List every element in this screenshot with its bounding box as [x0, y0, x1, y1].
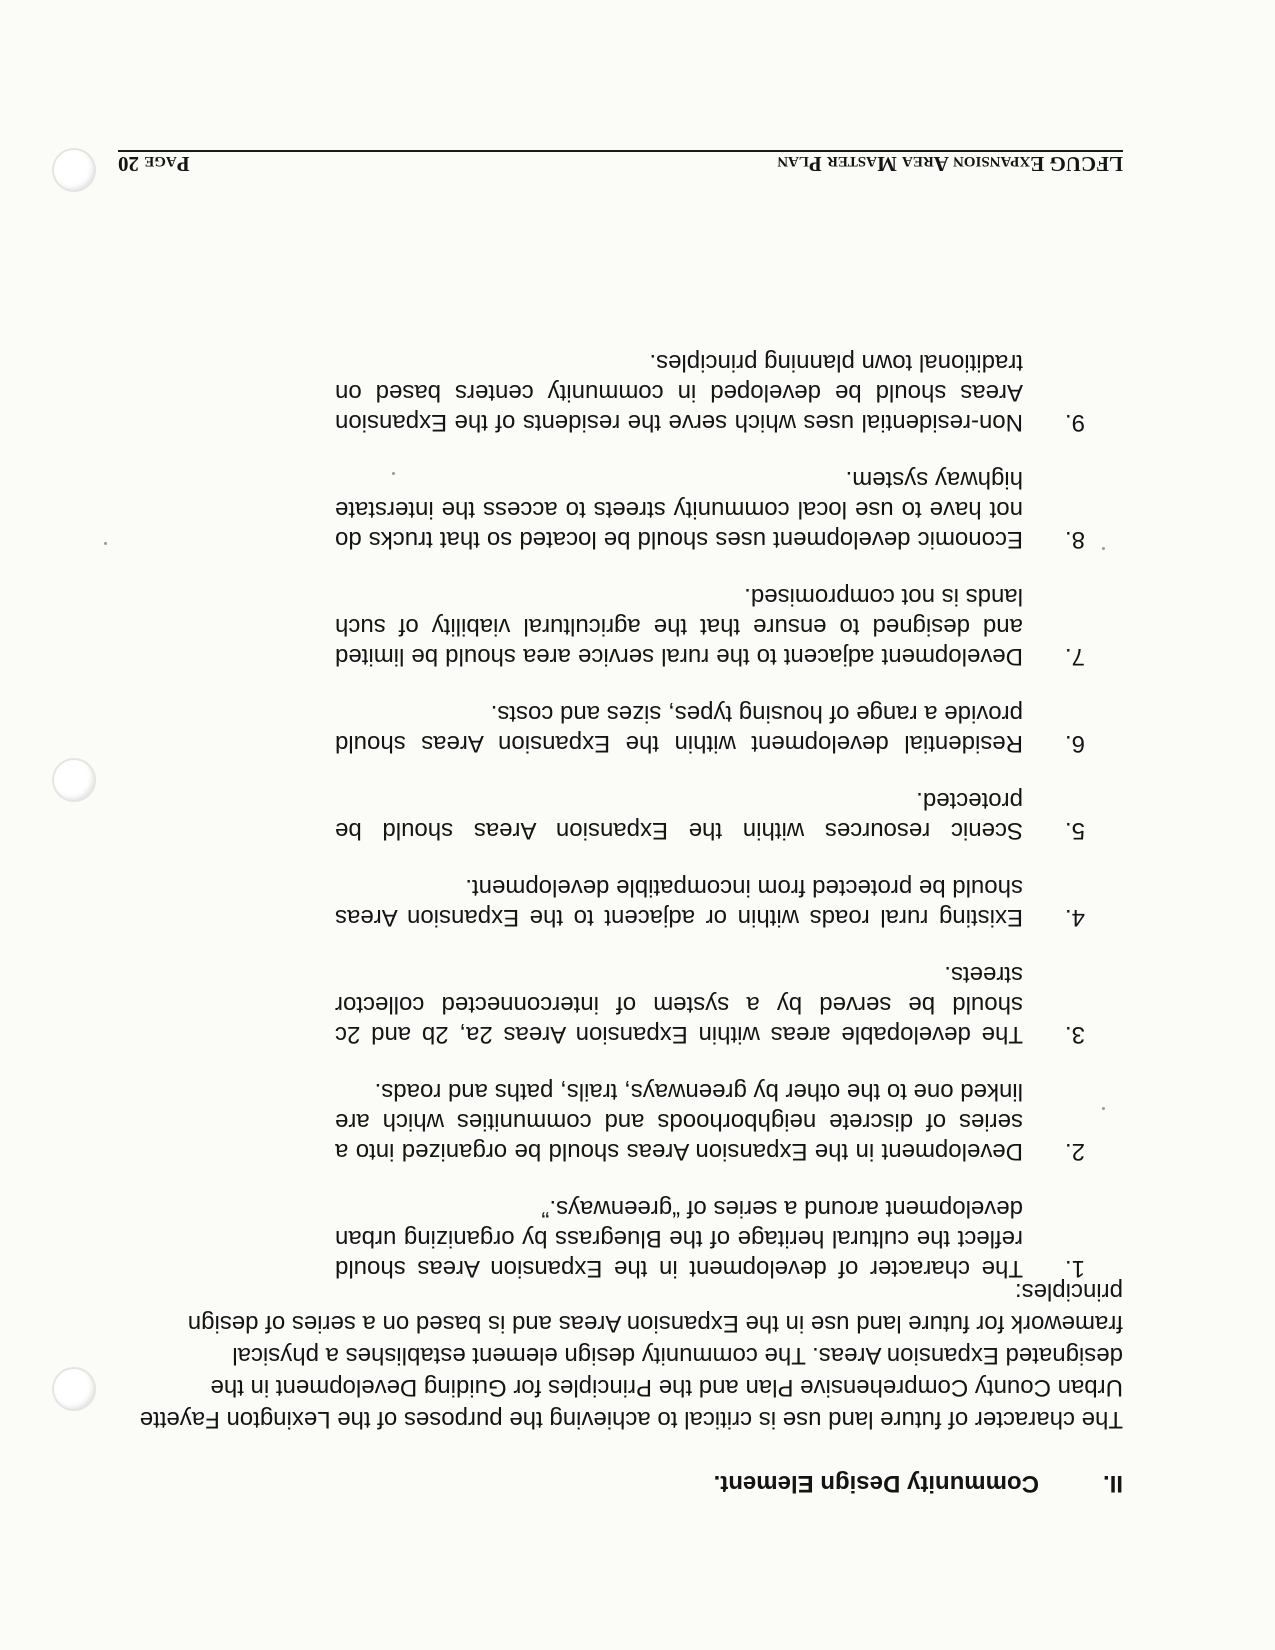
item-text: The developable areas within Expansion Areas 2a, 2b and 2c should be served by a system of interconnected collector streets.: [335, 961, 1023, 1048]
binder-hole-icon: [52, 1367, 96, 1411]
binder-hole-icon: [52, 148, 96, 192]
scan-speck: [1102, 547, 1105, 550]
binder-hole-icon: [52, 758, 96, 802]
principles-list: [335, 320, 1085, 1283]
section-number: II.: [1102, 1470, 1123, 1497]
item-number: 5.: [1064, 817, 1085, 844]
header-title: LFCUG Expansion Area Master Plan: [777, 152, 1123, 176]
intro-paragraph: The character of future land use is critical to achieving the purposes of the Lexington Fayette Urban County Comprehensive Plan and the Principles for Guiding Development in the designated Expansion Areas. The community design element establishes a physical framework for future land use in the Expansion Areas and is based on a series of design principles:: [139, 1278, 1123, 1433]
list-item: [335, 959, 1085, 1049]
item-number: 6.: [1064, 730, 1085, 757]
list-item: [335, 581, 1085, 671]
item-text: Existing rural roads within or adjacent to the Expansion Areas should be protected from incompatible development.: [335, 874, 1023, 931]
list-item: [335, 785, 1085, 845]
item-number: 4.: [1064, 904, 1085, 931]
item-text: Scenic resources within the Expansion Areas should be protected.: [335, 787, 1023, 844]
scan-speck: [392, 472, 395, 475]
item-text: Development in the Expansion Areas should be organized into a series of discrete neighborhoods and communities which are linked one to the other by greenways, trails, paths and roads.: [335, 1078, 1023, 1165]
list-item: [335, 872, 1085, 932]
item-text: Development adjacent to the rural service area should be limited and designed to ensure that the agricultural viability of such lands is not compromised.: [335, 583, 1023, 670]
item-number: 8.: [1064, 526, 1085, 553]
scan-speck: [1102, 1107, 1105, 1110]
list-item: [335, 1076, 1085, 1166]
scan-speck: [104, 542, 107, 545]
item-text: Non-residential uses which serve the residents of the Expansion Areas should be developed in community centers based on traditional town planning principles.: [335, 349, 1023, 436]
item-number: 7.: [1064, 643, 1085, 670]
list-item: [335, 464, 1085, 554]
section-heading: [714, 1469, 1123, 1497]
item-number: 3.: [1064, 1021, 1085, 1048]
running-header: [118, 150, 1123, 176]
list-item: [335, 1193, 1085, 1283]
list-item: [335, 698, 1085, 758]
page-number: Page 20: [118, 152, 190, 176]
item-text: Economic development uses should be located so that trucks do not have to use local community streets to access the interstate highway system.: [335, 466, 1023, 553]
item-text: The character of development in the Expansion Areas should reflect the cultural heritage of the Bluegrass by organizing urban development around a series of “greenways.”: [335, 1195, 1023, 1282]
list-item: [335, 347, 1085, 437]
item-number: 1.: [1064, 1255, 1085, 1282]
section-title: Community Design Element.: [713, 1470, 1039, 1497]
item-text: Residential development within the Expansion Areas should provide a range of housing types, sizes and costs.: [335, 700, 1023, 757]
item-number: 9.: [1064, 409, 1085, 436]
item-number: 2.: [1064, 1138, 1085, 1165]
